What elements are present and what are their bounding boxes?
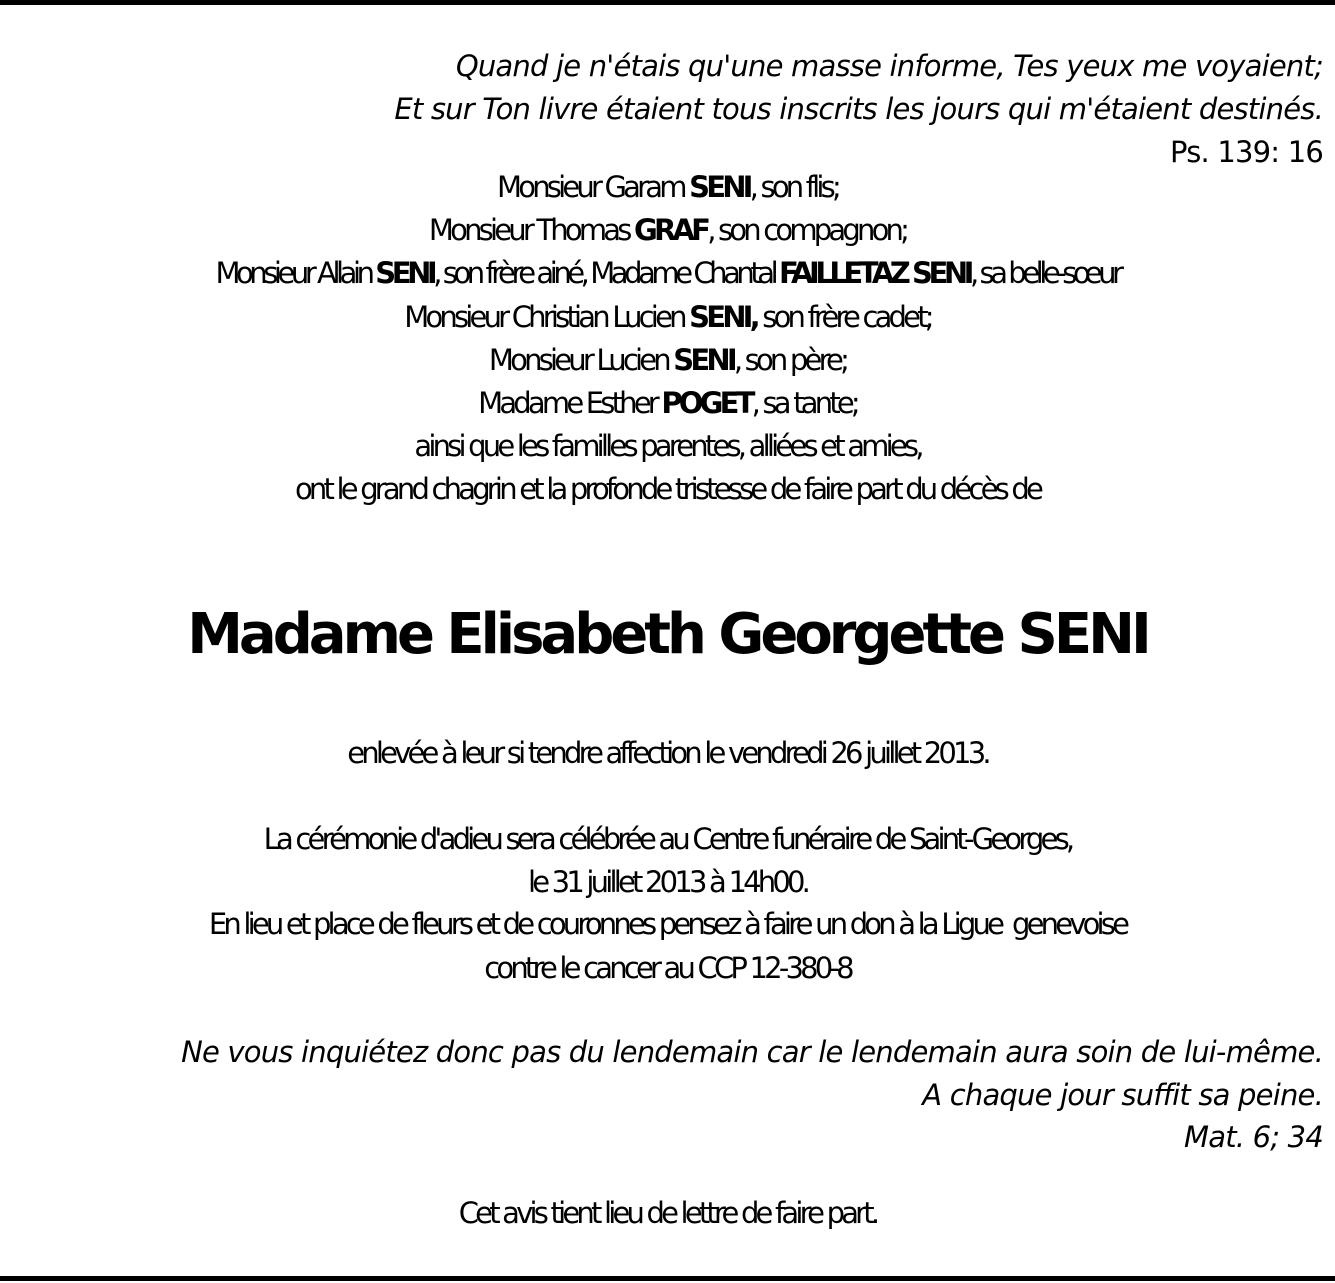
family-name: Monsieur Thomas <box>428 213 634 247</box>
ceremony-line-4: contre le cancer au CCP 12-380-8 <box>484 951 851 985</box>
announcement-line-1: ainsi que les familles parentes, alliées et amies, <box>414 429 921 463</box>
family-relation-middle: , son frère ainé, Madame Chantal <box>433 256 779 290</box>
family-name: Monsieur Garam <box>497 170 690 204</box>
family-line-5 <box>0 342 1335 378</box>
family-surname: POGET <box>661 386 752 420</box>
verse-bottom-line-1: Ne vous inquiétez donc pas du lendemain car le lendemain aura soin de lui-même. <box>181 1035 1323 1069</box>
family-relation: , son père; <box>733 343 847 377</box>
family-relation: , son flis; <box>749 170 838 204</box>
announcement-line-2: ont le grand chagrin et la profonde tristesse de faire part du décès de <box>294 472 1041 506</box>
death-line: enlevée à leur si tendre affection le vendredi 26 juillet 2013. <box>347 736 988 770</box>
top-border-rule <box>0 0 1335 5</box>
family-relation: , sa belle-sœur <box>970 256 1120 290</box>
family-relation: son frère cadet; <box>756 300 931 334</box>
verse-bottom-line-2: A chaque jour suffit sa peine. <box>922 1078 1323 1112</box>
bottom-border-rule <box>0 1276 1335 1281</box>
verse-bottom-reference: Mat. 6; 34 <box>1184 1120 1323 1154</box>
verse-top-line-2: Et sur Ton livre étaient tous inscrits les jours qui m'étaient destinés. <box>394 92 1323 126</box>
verse-top-line-1: Quand je n'étais qu'une masse informe, Tes yeux me voyaient; <box>455 49 1323 83</box>
family-name: Monsieur Allain <box>215 256 376 290</box>
family-surname: SENI <box>375 256 434 290</box>
family-name: Monsieur Christian Lucien <box>404 300 690 334</box>
family-name: Monsieur Lucien <box>488 343 674 377</box>
family-surname: SENI <box>673 343 734 377</box>
family-surname: SENI <box>689 170 750 204</box>
family-relation: , son compagnon; <box>707 213 907 247</box>
verse-top-reference: Ps. 139: 16 <box>1170 135 1323 169</box>
ceremony-line-3: En lieu et place de fleurs et de couronnes pensez à faire un don à la Ligue genevoise <box>208 907 1127 941</box>
family-name: Madame Esther <box>478 386 662 420</box>
ceremony-line-1: La cérémonie d'adieu sera célébrée au Centre funéraire de Saint-Georges, <box>263 822 1072 856</box>
ceremony-line-2: le 31 juillet 2013 à 14h00. <box>527 865 808 899</box>
family-surname: GRAF <box>633 213 708 247</box>
family-line-3 <box>0 255 1335 291</box>
deceased-name: Madame Elisabeth Georgette SENI <box>187 602 1148 667</box>
family-line-2 <box>0 212 1335 248</box>
family-line-1 <box>0 169 1335 205</box>
family-line-4 <box>0 299 1335 335</box>
closing-note: Cet avis tient lieu de lettre de faire part. <box>458 1196 877 1230</box>
family-surname: SENI, <box>689 300 757 334</box>
family-line-6 <box>0 385 1335 421</box>
family-relation: , sa tante; <box>751 386 857 420</box>
family-surname-2: FAILLETAZ SENI <box>778 256 970 290</box>
